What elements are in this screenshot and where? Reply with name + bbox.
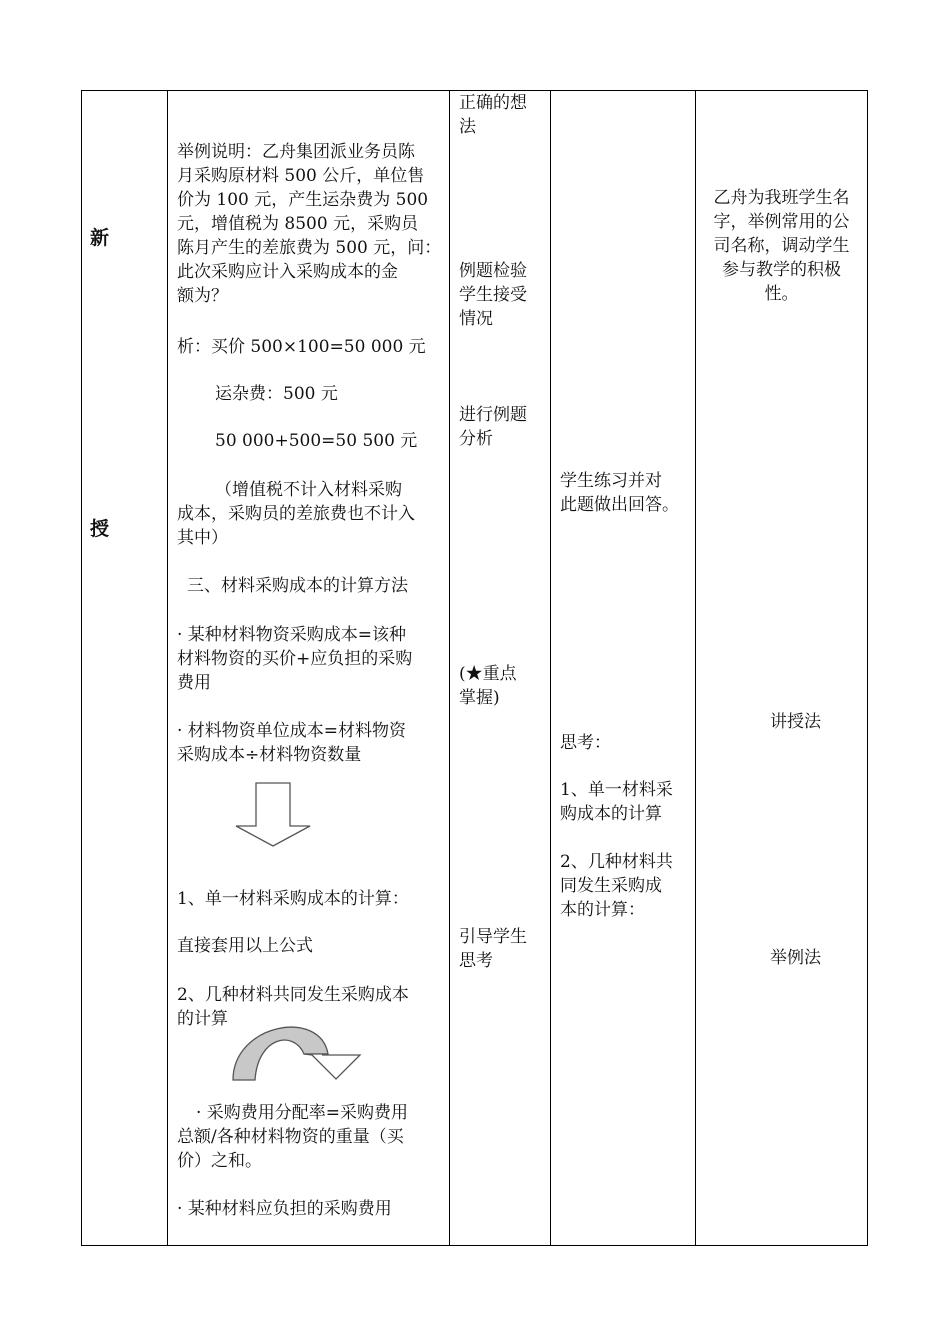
section-title: 三、材料采购成本的计算方法	[187, 576, 408, 596]
method-note-line: 司名称，调动学生	[713, 236, 850, 256]
method-note-line: 字，举例常用的公	[713, 212, 850, 232]
student-question-line: 本的计算：	[560, 900, 645, 920]
teacher-note-line: 分析	[459, 429, 493, 449]
example-line: 价为 100 元，产生运杂费为 500	[177, 190, 429, 210]
rate-line: 价）之和。	[177, 1151, 262, 1171]
student-note-line: 学生练习并对	[560, 471, 662, 491]
method-note-line: 乙舟为我班学生名	[713, 188, 850, 208]
teacher-note-line: 进行例题	[459, 405, 527, 425]
analysis-line: 析：买价 500×100=50 000 元	[177, 337, 426, 357]
multi-title-line: 2、几种材料共同发生采购成本	[177, 985, 409, 1005]
student-activity-column	[550, 90, 696, 1246]
example-line: 月采购原材料 500 公斤，单位售	[177, 166, 425, 186]
stage-label-top: 新	[90, 227, 110, 249]
formula-line: · 材料物资单位成本=材料物资	[177, 721, 407, 741]
teacher-note-line: 法	[459, 117, 476, 137]
teacher-note-line: 正确的想	[459, 93, 527, 113]
formula-line: 材料物资的买价+应负担的采购	[177, 649, 413, 669]
teacher-note-line: 掌握)	[459, 688, 500, 708]
method-lecture: 讲授法	[770, 712, 821, 732]
student-question-line: 购成本的计算	[560, 804, 662, 824]
formula-line: · 某种材料物资采购成本=该种	[177, 625, 407, 645]
share-line: · 某种材料应负担的采购费用	[177, 1199, 392, 1219]
single-material-body: 直接套用以上公式	[177, 936, 313, 956]
teacher-note-line: (★重点	[459, 664, 517, 684]
example-line: 陈月产生的差旅费为 500 元，问：	[177, 238, 442, 258]
student-question-line: 2、几种材料共	[560, 852, 673, 872]
rate-line: 总额/各种材料物资的重量（买	[177, 1127, 404, 1147]
method-note-line: 性。	[764, 284, 799, 304]
single-material-title: 1、单一材料采购成本的计算：	[177, 889, 409, 909]
student-question-line: 同发生采购成	[560, 876, 662, 896]
teacher-note-line: 思考	[459, 951, 493, 971]
stage-label-bottom: 授	[90, 518, 110, 540]
note-line: 其中）	[177, 528, 228, 548]
teacher-note-line: 引导学生	[459, 927, 527, 947]
student-note-line: 此题做出回答。	[560, 495, 679, 515]
teacher-note-line: 情况	[459, 309, 493, 329]
example-line: 此次采购应计入采购成本的金	[177, 262, 398, 282]
formula-line: 采购成本÷材料物资数量	[177, 745, 362, 765]
curved-arrow-icon	[230, 1012, 364, 1082]
note-line: （增值税不计入材料采购	[215, 480, 402, 500]
student-think-label: 思考：	[560, 733, 611, 753]
down-arrow-icon	[232, 782, 314, 848]
example-line: 额为？	[177, 286, 228, 306]
rate-line: · 采购费用分配率=采购费用	[196, 1103, 409, 1123]
formula-line: 费用	[177, 673, 211, 693]
student-question-line: 1、单一材料采	[560, 780, 673, 800]
example-line: 举例说明：乙舟集团派业务员陈	[177, 142, 415, 162]
stage-column	[81, 90, 168, 1246]
note-line: 成本，采购员的差旅费也不计入	[177, 504, 415, 524]
method-example: 举例法	[770, 948, 821, 968]
multi-title-line: 的计算	[177, 1009, 228, 1029]
example-line: 元，增值税为 8500 元，采购员	[177, 214, 419, 234]
method-note-line: 参与教学的积极	[722, 260, 841, 280]
freight-line: 运杂费：500 元	[215, 384, 338, 404]
teacher-note-line: 例题检验	[459, 261, 527, 281]
teacher-note-line: 学生接受	[459, 285, 527, 305]
total-line: 50 000+500=50 500 元	[215, 431, 418, 451]
